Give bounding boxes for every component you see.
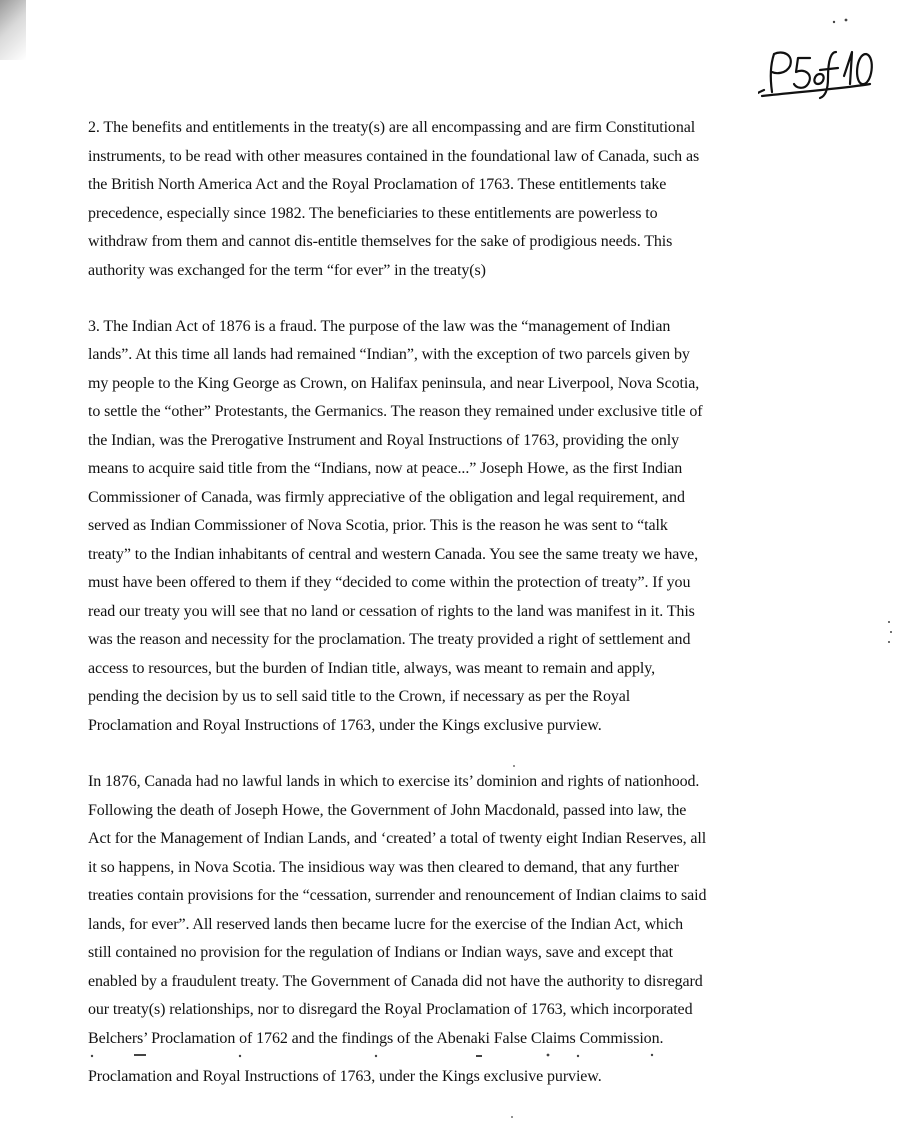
text-line: access to resources, but the burden of Indian title, always, was meant to remain and apply, [88,660,656,677]
text-line: Commissioner of Canada, was firmly appreciative of the obligation and legal requirement, and [88,489,685,506]
text-line: my people to the King George as Crown, on Halifax peninsula, and near Liverpool, Nova Scotia, [88,375,700,392]
text-line: Act for the Management of Indian Lands, and ‘created’ a total of twenty eight Indian Reserves, all [88,830,707,847]
text-line: lands, for ever”. All reserved lands then became lucre for the exercise of the Indian Act, which [88,916,684,933]
text-line: withdraw from them and cannot dis-entitle themselves for the sake of prodigious needs. This [88,233,673,250]
text-line: lands”. At this time all lands had remained “Indian”, with the exception of two parcels given by [88,346,690,363]
text-line: 3. The Indian Act of 1876 is a fraud. The purpose of the law was the “management of Indian [88,318,671,335]
text-line: means to acquire said title from the “Indians, now at peace...” Joseph Howe, as the first Indian [88,460,683,477]
text-line: still contained no provision for the regulation of Indians or Indian ways, save and except that [88,944,674,961]
text-line: must have been offered to them if they “decided to come within the protection of treaty”. If you [88,574,691,591]
text-line: precedence, especially since 1982. The beneficiaries to these entitlements are powerless to [88,205,658,222]
text-line: it so happens, in Nova Scotia. The insidious way was then cleared to demand, that any further [88,859,679,876]
text-line: In 1876, Canada had no lawful lands in which to exercise its’ dominion and rights of nationhood. [88,773,700,790]
text-line: was the reason and necessity for the proclamation. The treaty provided a right of settlement and [88,631,691,648]
text-line: our treaty(s) relationships, nor to disregard the Royal Proclamation of 1763, which incorporated [88,1001,693,1018]
text-line: served as Indian Commissioner of Nova Scotia, prior. This is the reason he was sent to “talk [88,517,668,534]
text-line: treaties contain provisions for the “cessation, surrender and renouncement of Indian claims to said [88,887,707,904]
text-line: Belchers’ Proclamation of 1762 and the findings of the Abenaki False Claims Commission. [88,1030,664,1047]
text-line: instruments, to be read with other measures contained in the foundational law of Canada, such as [88,148,700,165]
text-line: treaty” to the Indian inhabitants of central and western Canada. You see the same treaty we have, [88,546,699,563]
text-line: Proclamation and Royal Instructions of 1763, under the Kings exclusive purview. [88,1068,602,1085]
text-line: 2. The benefits and entitlements in the treaty(s) are all encompassing and are firm Constitutional [88,119,696,136]
text-line: to settle the “other” Protestants, the Germanics. The reason they remained under exclusive title of [88,403,703,420]
text-line: Following the death of Joseph Howe, the Government of John Macdonald, passed into law, the [88,802,687,819]
text-line: read our treaty you will see that no land or cessation of rights to the land was manifest in it. This [88,603,695,620]
text-line: the Indian, was the Prerogative Instrument and Royal Instructions of 1763, providing the only [88,432,680,449]
text-line: the British North America Act and the Royal Proclamation of 1763. These entitlements take [88,176,667,193]
text-line: pending the decision by us to sell said title to the Crown, if necessary as per the Royal [88,688,631,705]
text-line: Proclamation and Royal Instructions of 1763, under the Kings exclusive purview. [88,717,602,734]
text-line: authority was exchanged for the term “for ever” in the treaty(s) [88,262,486,279]
text-line: enabled by a fraudulent treaty. The Government of Canada did not have the authority to disregard [88,973,703,990]
